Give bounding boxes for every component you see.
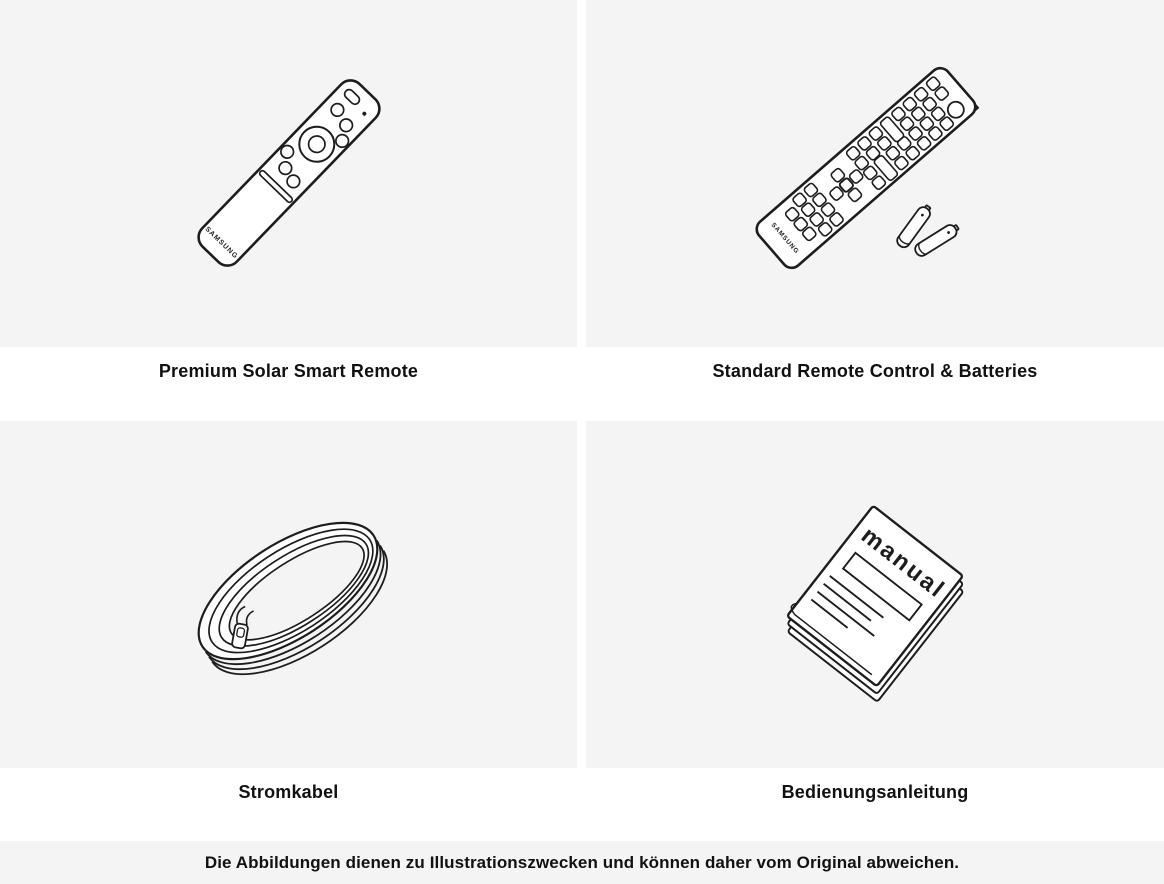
manual-booklet-illustration — [586, 421, 1164, 768]
standard-remote-and-batteries-illustration — [586, 0, 1164, 347]
premium-solar-smart-remote-illustration — [0, 0, 577, 347]
accessory-label: Bedienungsanleitung — [586, 768, 1164, 841]
accessory-item-manual — [586, 421, 1164, 841]
accessory-item-power-cable — [0, 421, 577, 841]
power-cable-illustration — [0, 421, 577, 768]
accessory-tile — [586, 0, 1164, 347]
accessory-label: Stromkabel — [0, 768, 577, 841]
accessory-label: Premium Solar Smart Remote — [0, 347, 577, 421]
samsung-logo-text: SAMSUNG — [203, 225, 240, 261]
accessory-tile — [0, 0, 577, 347]
samsung-logo-text: SAMSUNG — [769, 221, 801, 256]
manual-cover-title: manual — [856, 521, 951, 605]
disclaimer-bar — [0, 841, 1164, 884]
accessory-tile — [0, 421, 577, 768]
accessory-item-standard-remote-batteries — [586, 0, 1164, 421]
accessory-tile — [586, 421, 1164, 768]
accessory-label: Standard Remote Control & Batteries — [586, 347, 1164, 421]
accessory-item-premium-solar-smart-remote — [0, 0, 577, 421]
disclaimer-text: Die Abbildungen dienen zu Illustrationszwecken und können daher vom Original abweichen. — [204, 852, 960, 872]
